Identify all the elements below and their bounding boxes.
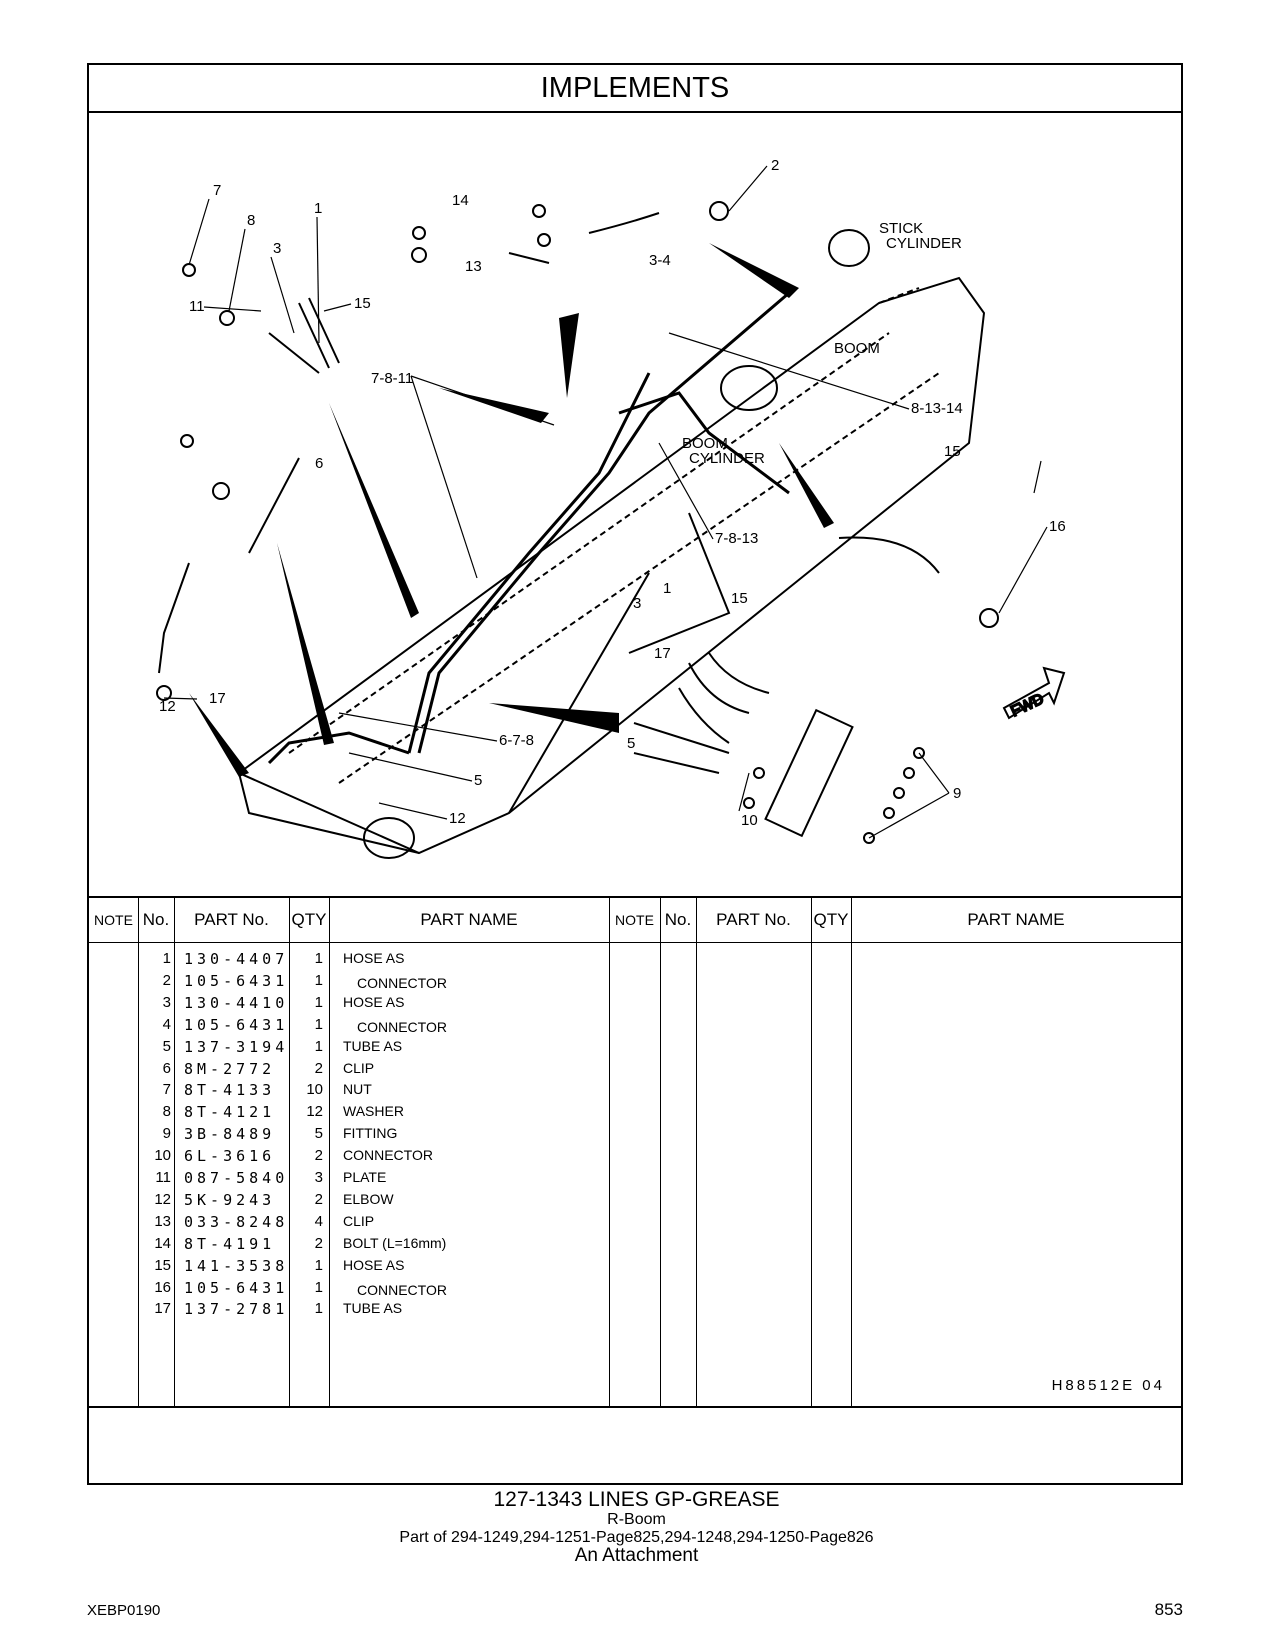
quantity: 12: [306, 1103, 323, 1121]
svg-text:7: 7: [213, 182, 222, 199]
col-header-part-no: PART No.: [194, 910, 269, 929]
item-number: 12: [154, 1190, 171, 1208]
svg-text:12: 12: [159, 698, 176, 715]
part-name: TUBE AS: [343, 1300, 403, 1317]
quantity: 2: [314, 1190, 323, 1208]
table-row: [89, 1060, 609, 1083]
svg-text:6-7-8: 6-7-8: [499, 732, 535, 749]
quantity: 2: [314, 1147, 323, 1165]
group-usage: Part of 294-1249,294-1251-Page825,294-1248,294-1250-Page826: [399, 1529, 874, 1546]
group-subtitle: R-Boom: [607, 1511, 666, 1528]
svg-text:7-8-11: 7-8-11: [371, 370, 414, 387]
item-number: 11: [155, 1169, 171, 1186]
svg-text:17: 17: [654, 645, 671, 662]
page-number: 853: [1154, 1600, 1183, 1619]
table-row: [89, 1125, 609, 1148]
svg-text:10: 10: [741, 812, 758, 829]
part-name: PLATE: [343, 1169, 387, 1185]
quantity: 1: [314, 1037, 323, 1055]
col-header-note: NOTE: [94, 912, 133, 928]
quantity: 1: [314, 971, 323, 989]
boom-grease-lines-illustration: [89, 113, 1181, 896]
part-number: 105-6431: [184, 1015, 289, 1034]
parts-diagram: [89, 113, 1181, 896]
boom-outline: [239, 278, 984, 853]
part-name: NUT: [343, 1081, 372, 1098]
quantity: 1: [314, 950, 323, 967]
svg-text:3-4: 3-4: [649, 252, 671, 269]
part-number: 137-2781: [184, 1300, 289, 1319]
item-number: 9: [162, 1125, 171, 1143]
part-name: HOSE AS: [343, 1256, 405, 1273]
quantity: 3: [314, 1169, 323, 1186]
quantity: 2: [314, 1059, 323, 1077]
part-number: 5K-9243: [184, 1190, 276, 1209]
table-row: [89, 1300, 609, 1323]
part-name: CONNECTOR: [343, 1147, 433, 1164]
part-number: 033-8248: [184, 1212, 289, 1231]
svg-text:17: 17: [209, 690, 226, 707]
group-title: 127-1343 LINES GP-GREASE: [493, 1488, 780, 1511]
part-number: 8M-2772: [184, 1059, 276, 1078]
table-row: [89, 972, 609, 995]
item-number: 7: [162, 1081, 171, 1099]
divider: [851, 898, 852, 1406]
part-number: 130-4410: [184, 993, 289, 1012]
item-number: 5: [162, 1037, 171, 1055]
part-name: CLIP: [343, 1059, 375, 1076]
part-number: 105-6431: [184, 1278, 289, 1297]
fwd-label: FWD: [1008, 690, 1047, 721]
item-number: 10: [154, 1147, 171, 1165]
svg-text:5: 5: [474, 772, 483, 789]
quantity: 10: [306, 1081, 323, 1099]
svg-text:15: 15: [731, 590, 748, 607]
parts-table: [89, 896, 1181, 1408]
table-row: [89, 1213, 609, 1236]
item-number: 4: [162, 1015, 171, 1033]
svg-text:5: 5: [627, 735, 636, 752]
item-number: 8: [162, 1103, 171, 1121]
section-title: IMPLEMENTS: [89, 65, 1181, 113]
col-header-qty: QTY: [291, 910, 327, 929]
table-row: [89, 1038, 609, 1061]
item-number: 16: [154, 1278, 171, 1296]
item-number: 6: [162, 1059, 171, 1077]
col-header-part-name: PART NAME: [420, 910, 518, 929]
table-row: [89, 1191, 609, 1214]
quantity: 5: [314, 1125, 323, 1143]
table-row: [89, 1279, 609, 1302]
part-name: WASHER: [343, 1103, 404, 1120]
part-number: 3B-8489: [184, 1125, 276, 1144]
part-number: 087-5840: [184, 1169, 289, 1187]
table-row: [89, 994, 609, 1017]
svg-text:1: 1: [314, 200, 323, 217]
svg-text:16: 16: [1049, 518, 1066, 535]
svg-text:9: 9: [953, 785, 962, 802]
document-id: XEBP0190: [87, 1602, 161, 1619]
quantity: 1: [314, 1278, 323, 1296]
part-number: 8T-4191: [184, 1234, 276, 1253]
part-number: 130-4407: [184, 950, 289, 968]
quantity: 4: [314, 1212, 323, 1230]
illustration-code: H88512E 04: [1051, 1377, 1165, 1394]
svg-text:8: 8: [247, 212, 256, 229]
item-number: 2: [162, 971, 171, 989]
header-divider: [89, 942, 1181, 943]
col-header-part-name-2: PART NAME: [967, 910, 1065, 929]
svg-text:2: 2: [771, 157, 780, 174]
part-name: CLIP: [343, 1212, 375, 1229]
col-header-no-2: No.: [664, 910, 692, 929]
part-name: TUBE AS: [343, 1037, 403, 1054]
svg-text:14: 14: [452, 192, 469, 209]
item-number: 17: [154, 1300, 171, 1318]
item-number: 1: [162, 950, 171, 967]
table-row: [89, 1169, 609, 1192]
table-row: [89, 1257, 609, 1280]
divider: [811, 898, 812, 1406]
boom-cylinder-label-1: BOOM: [682, 435, 728, 452]
svg-text:6: 6: [315, 455, 324, 472]
boom-label: BOOM: [834, 340, 880, 357]
table-row: [89, 1147, 609, 1170]
part-name: BOLT (L=16mm): [343, 1234, 447, 1251]
col-header-part-no-2: PART No.: [716, 910, 791, 929]
col-header-note-2: NOTE: [615, 912, 654, 928]
group-attachment: An Attachment: [574, 1545, 699, 1566]
item-number: 13: [154, 1212, 171, 1230]
stick-cylinder-label-2: CYLINDER: [886, 235, 962, 252]
part-number: 141-3538: [184, 1256, 289, 1275]
table-row: [89, 1016, 609, 1039]
part-name: HOSE AS: [343, 993, 405, 1010]
part-name: ELBOW: [343, 1190, 394, 1207]
divider: [660, 898, 661, 1406]
table-row: [89, 950, 609, 973]
svg-text:8-13-14: 8-13-14: [911, 400, 963, 417]
quantity: 1: [314, 1256, 323, 1274]
svg-text:3: 3: [633, 595, 642, 612]
table-row: [89, 1235, 609, 1258]
item-number: 14: [154, 1234, 171, 1252]
quantity: 1: [314, 1015, 323, 1033]
quantity: 2: [314, 1234, 323, 1252]
fwd-arrow: [1004, 668, 1064, 720]
svg-text:7-8-13: 7-8-13: [715, 530, 759, 547]
svg-text:13: 13: [465, 258, 482, 275]
table-row: [89, 1081, 609, 1104]
item-number: 3: [162, 993, 171, 1011]
stick-cylinder-label-1: STICK: [879, 220, 924, 237]
quantity: 1: [314, 993, 323, 1011]
part-number: 105-6431: [184, 971, 289, 990]
divider: [696, 898, 697, 1406]
svg-text:15: 15: [354, 295, 371, 312]
page-frame: [87, 63, 1183, 1485]
part-number: 6L-3616: [184, 1147, 276, 1166]
table-row: [89, 1103, 609, 1126]
item-number: 15: [154, 1256, 171, 1274]
part-number: 8T-4133: [184, 1081, 276, 1100]
col-header-no: No.: [142, 910, 170, 929]
part-name: HOSE AS: [343, 950, 405, 966]
part-name: CONNECTOR: [357, 974, 447, 991]
part-number: 137-3194: [184, 1037, 289, 1056]
svg-text:15: 15: [944, 443, 961, 460]
quantity: 1: [314, 1300, 323, 1318]
part-name: FITTING: [343, 1125, 398, 1142]
part-name: CONNECTOR: [357, 1018, 447, 1035]
part-number: 8T-4121: [184, 1103, 276, 1122]
svg-text:3: 3: [273, 240, 282, 257]
part-name: CONNECTOR: [357, 1281, 447, 1298]
col-header-qty-2: QTY: [813, 910, 849, 929]
svg-text:11: 11: [189, 298, 205, 315]
svg-text:1: 1: [663, 580, 672, 597]
svg-text:12: 12: [449, 810, 466, 827]
boom-cylinder-label-2: CYLINDER: [689, 450, 765, 467]
